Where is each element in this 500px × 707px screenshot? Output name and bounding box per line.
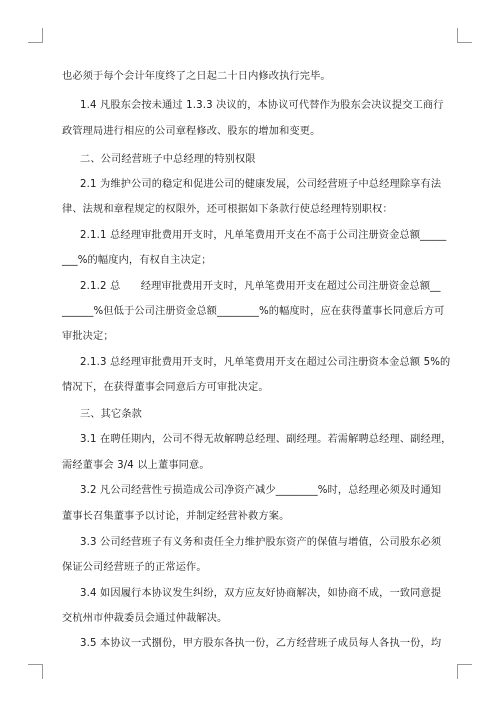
text-line: 2.1.2 总 经理审批费用开支时，凡单笔费用开支在超过公司注册资金总额__ — [80, 281, 441, 292]
text-line: 3.3 公司经营班子有义务和责任全力维护股东资产的保值与增值，公司股东必须 — [80, 537, 442, 548]
text-line: 3.4 如因履行本协议发生纠纷，双方应友好协商解决，如协商不成，一致同意提 — [80, 588, 442, 599]
text-line: 三、其它条款 — [80, 409, 143, 420]
text-line: ___%的幅度内，有权自主决定； — [62, 255, 212, 266]
text-line: 3.5 本协议一式捌份，甲方股东各执一份，乙方经营班子成员每人各执一份，均 — [80, 638, 442, 649]
text-line: 交杭州市仲裁委员会通过仲裁解决。 — [62, 613, 228, 624]
text-line: 1.4 凡股东会按未通过 1.3.3 决议的，本协议可代替作为股东会决议提交工商行 — [80, 100, 444, 111]
text-line: 也必须于每个会计年度终了之日起二十日内修改执行完毕。 — [62, 71, 331, 82]
crop-mark-top-right — [457, 28, 472, 43]
text-line: 律、法规和章程规定的权限外，还可根据如下条款行使总经理特别职权： — [62, 204, 393, 215]
text-line: 政管理局进行相应的公司章程修改、股东的增加和变更。 — [62, 126, 321, 137]
text-line: 2.1.3 总经理审批费用开支时，凡单笔费用开支在超过公司注册资本金总额 5%的 — [80, 357, 451, 368]
text-line: 3.1 在聘任期内，公司不得无故解聘总经理、副经理。若需解聘总经理、副经理， — [80, 434, 452, 445]
text-line: 3.2 凡公司经营性亏损造成公司净资产减少________%时，总经理必须及时通知 — [80, 485, 442, 496]
crop-mark-top-left — [28, 28, 43, 43]
text-line: 2.1 为维护公司的稳定和促进公司的健康发展，公司经营班子中总经理除享有法 — [80, 179, 442, 190]
text-line: 审批决定； — [62, 331, 114, 342]
crop-mark-bottom-right — [457, 664, 472, 679]
text-line: 情况下，在获得董事会同意后方可审批决定。 — [62, 382, 269, 393]
text-line: ______%但低于公司注册资金总额________%的幅度时，应在获得董事长同意后方可 — [62, 306, 445, 317]
crop-mark-bottom-left — [28, 664, 43, 679]
text-line: 2.1.1 总经理审批费用开支时，凡单笔费用开支在不高于公司注册资金总额_____ — [80, 230, 447, 241]
text-line: 二、公司经营班子中总经理的特别权限 — [80, 154, 256, 165]
text-line: 董事长召集董事予以讨论，并制定经营补救方案。 — [62, 511, 290, 522]
text-line: 保证公司经营班子的正常运作。 — [62, 562, 207, 573]
text-line: 需经董事会 3/4 以上董事同意。 — [62, 460, 210, 471]
